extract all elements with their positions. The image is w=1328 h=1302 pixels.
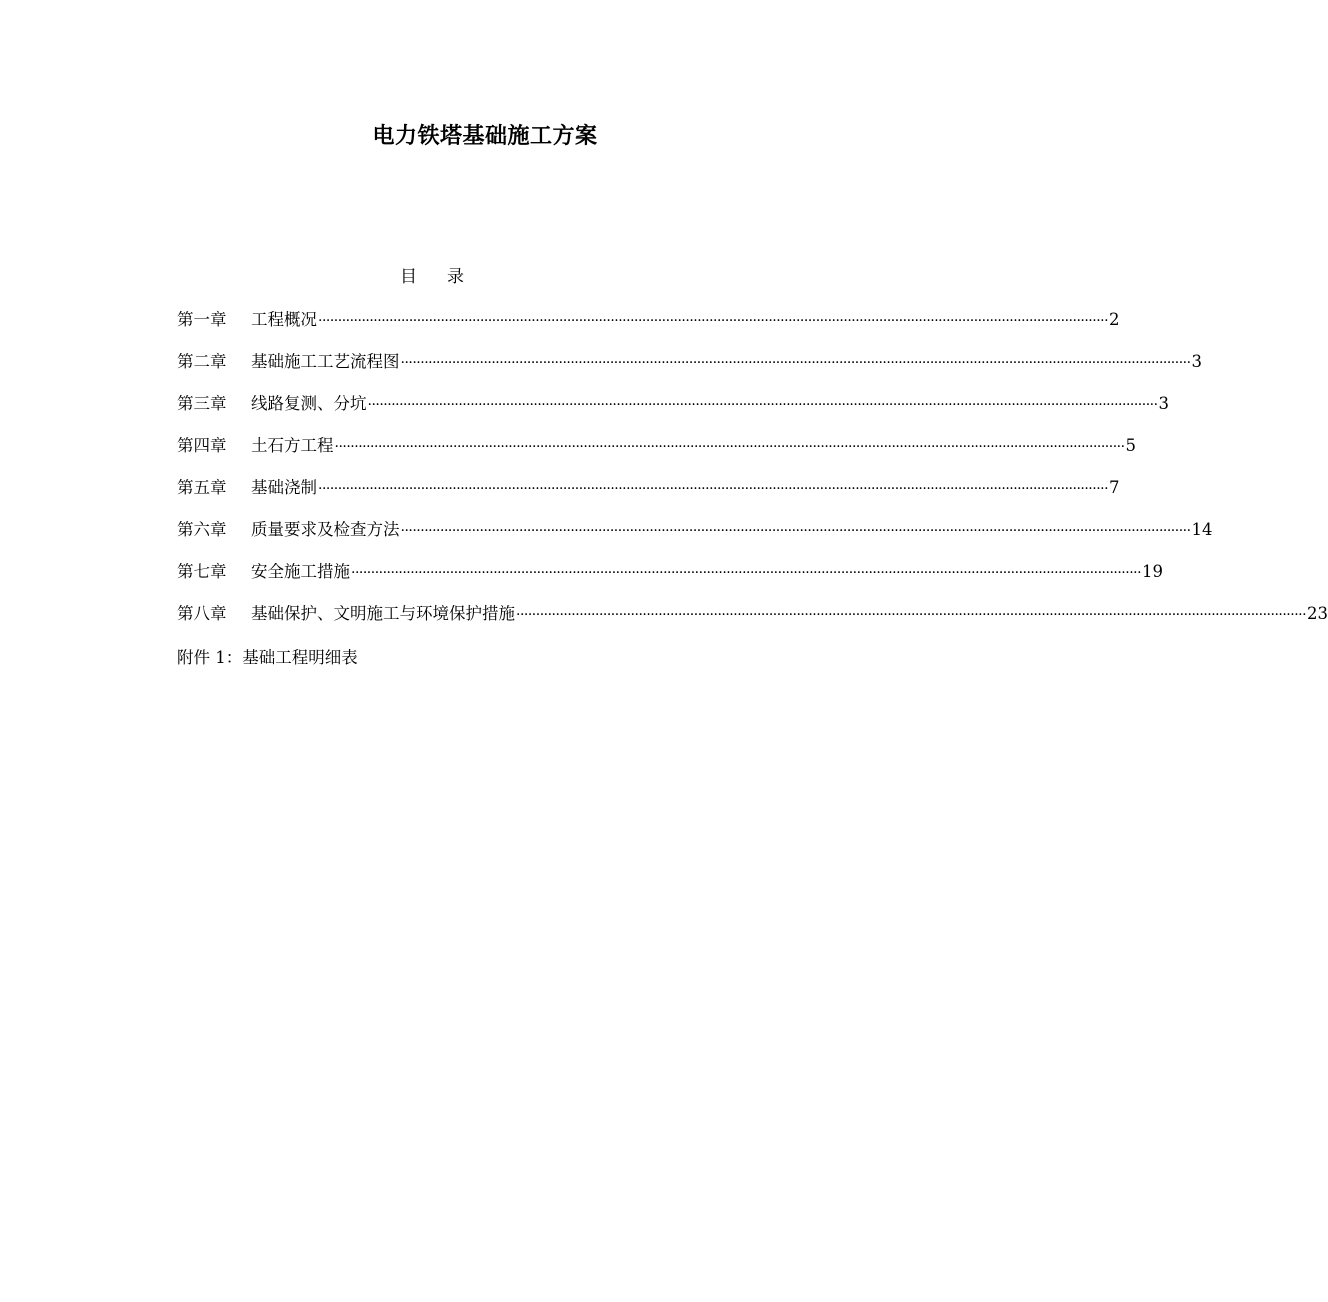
toc-page-number: 5: [1125, 436, 1137, 455]
toc-entry-8[interactable]: [177, 602, 1328, 644]
toc-chapter: 第五章: [177, 478, 227, 497]
toc-page-number: 2: [1109, 310, 1120, 329]
toc-chapter: 第七章: [177, 562, 227, 581]
toc-entry-5[interactable]: [177, 476, 1120, 518]
document-title: 电力铁塔基础施工方案: [372, 123, 598, 149]
toc-heading-left: 目: [400, 267, 417, 287]
toc-leader: ········································································································································································································: [334, 439, 1125, 455]
table-of-contents: [177, 308, 1328, 644]
toc-page-number: 7: [1109, 478, 1120, 497]
toc-page-number: 14: [1191, 520, 1213, 539]
toc-leader: ········································································································································································································: [367, 397, 1158, 413]
toc-heading: [400, 265, 464, 289]
toc-chapter: 第一章: [177, 310, 227, 329]
toc-title: 工程概况: [251, 310, 317, 329]
toc-title: 基础保护、文明施工与环境保护措施: [251, 604, 515, 623]
toc-leader: ········································································································································································································: [318, 481, 1109, 497]
toc-title: 安全施工措施: [251, 562, 350, 581]
toc-leader: ········································································································································································································: [400, 355, 1191, 371]
toc-title: 基础施工工艺流程图: [251, 352, 400, 371]
toc-chapter: 第二章: [177, 352, 227, 371]
toc-entry-7[interactable]: [177, 560, 1164, 602]
toc-chapter: 第六章: [177, 520, 227, 539]
toc-title: 线路复测、分坑: [251, 394, 367, 413]
toc-leader: ········································································································································································································: [516, 607, 1307, 623]
toc-entry-3[interactable]: [177, 392, 1170, 434]
toc-chapter: 第八章: [177, 604, 227, 623]
toc-chapter: 第三章: [177, 394, 227, 413]
toc-page-number: 3: [1158, 394, 1170, 413]
appendix-entry[interactable]: 附件 1：基础工程明细表: [177, 648, 358, 667]
toc-leader: ········································································································································································································: [318, 313, 1109, 329]
toc-heading-right: 录: [447, 267, 464, 287]
toc-entry-1[interactable]: [177, 308, 1120, 350]
toc-page-number: 23: [1307, 604, 1328, 623]
toc-page-number: 3: [1191, 352, 1203, 371]
toc-title: 基础浇制: [251, 478, 317, 497]
toc-page-number: 19: [1142, 562, 1164, 581]
toc-title: 土石方工程: [251, 436, 334, 455]
toc-entry-2[interactable]: [177, 350, 1203, 392]
toc-leader: ········································································································································································································: [351, 565, 1142, 581]
toc-leader: ········································································································································································································: [400, 523, 1191, 539]
toc-chapter: 第四章: [177, 436, 227, 455]
toc-title: 质量要求及检查方法: [251, 520, 400, 539]
toc-entry-4[interactable]: [177, 434, 1137, 476]
toc-entry-6[interactable]: [177, 518, 1213, 560]
